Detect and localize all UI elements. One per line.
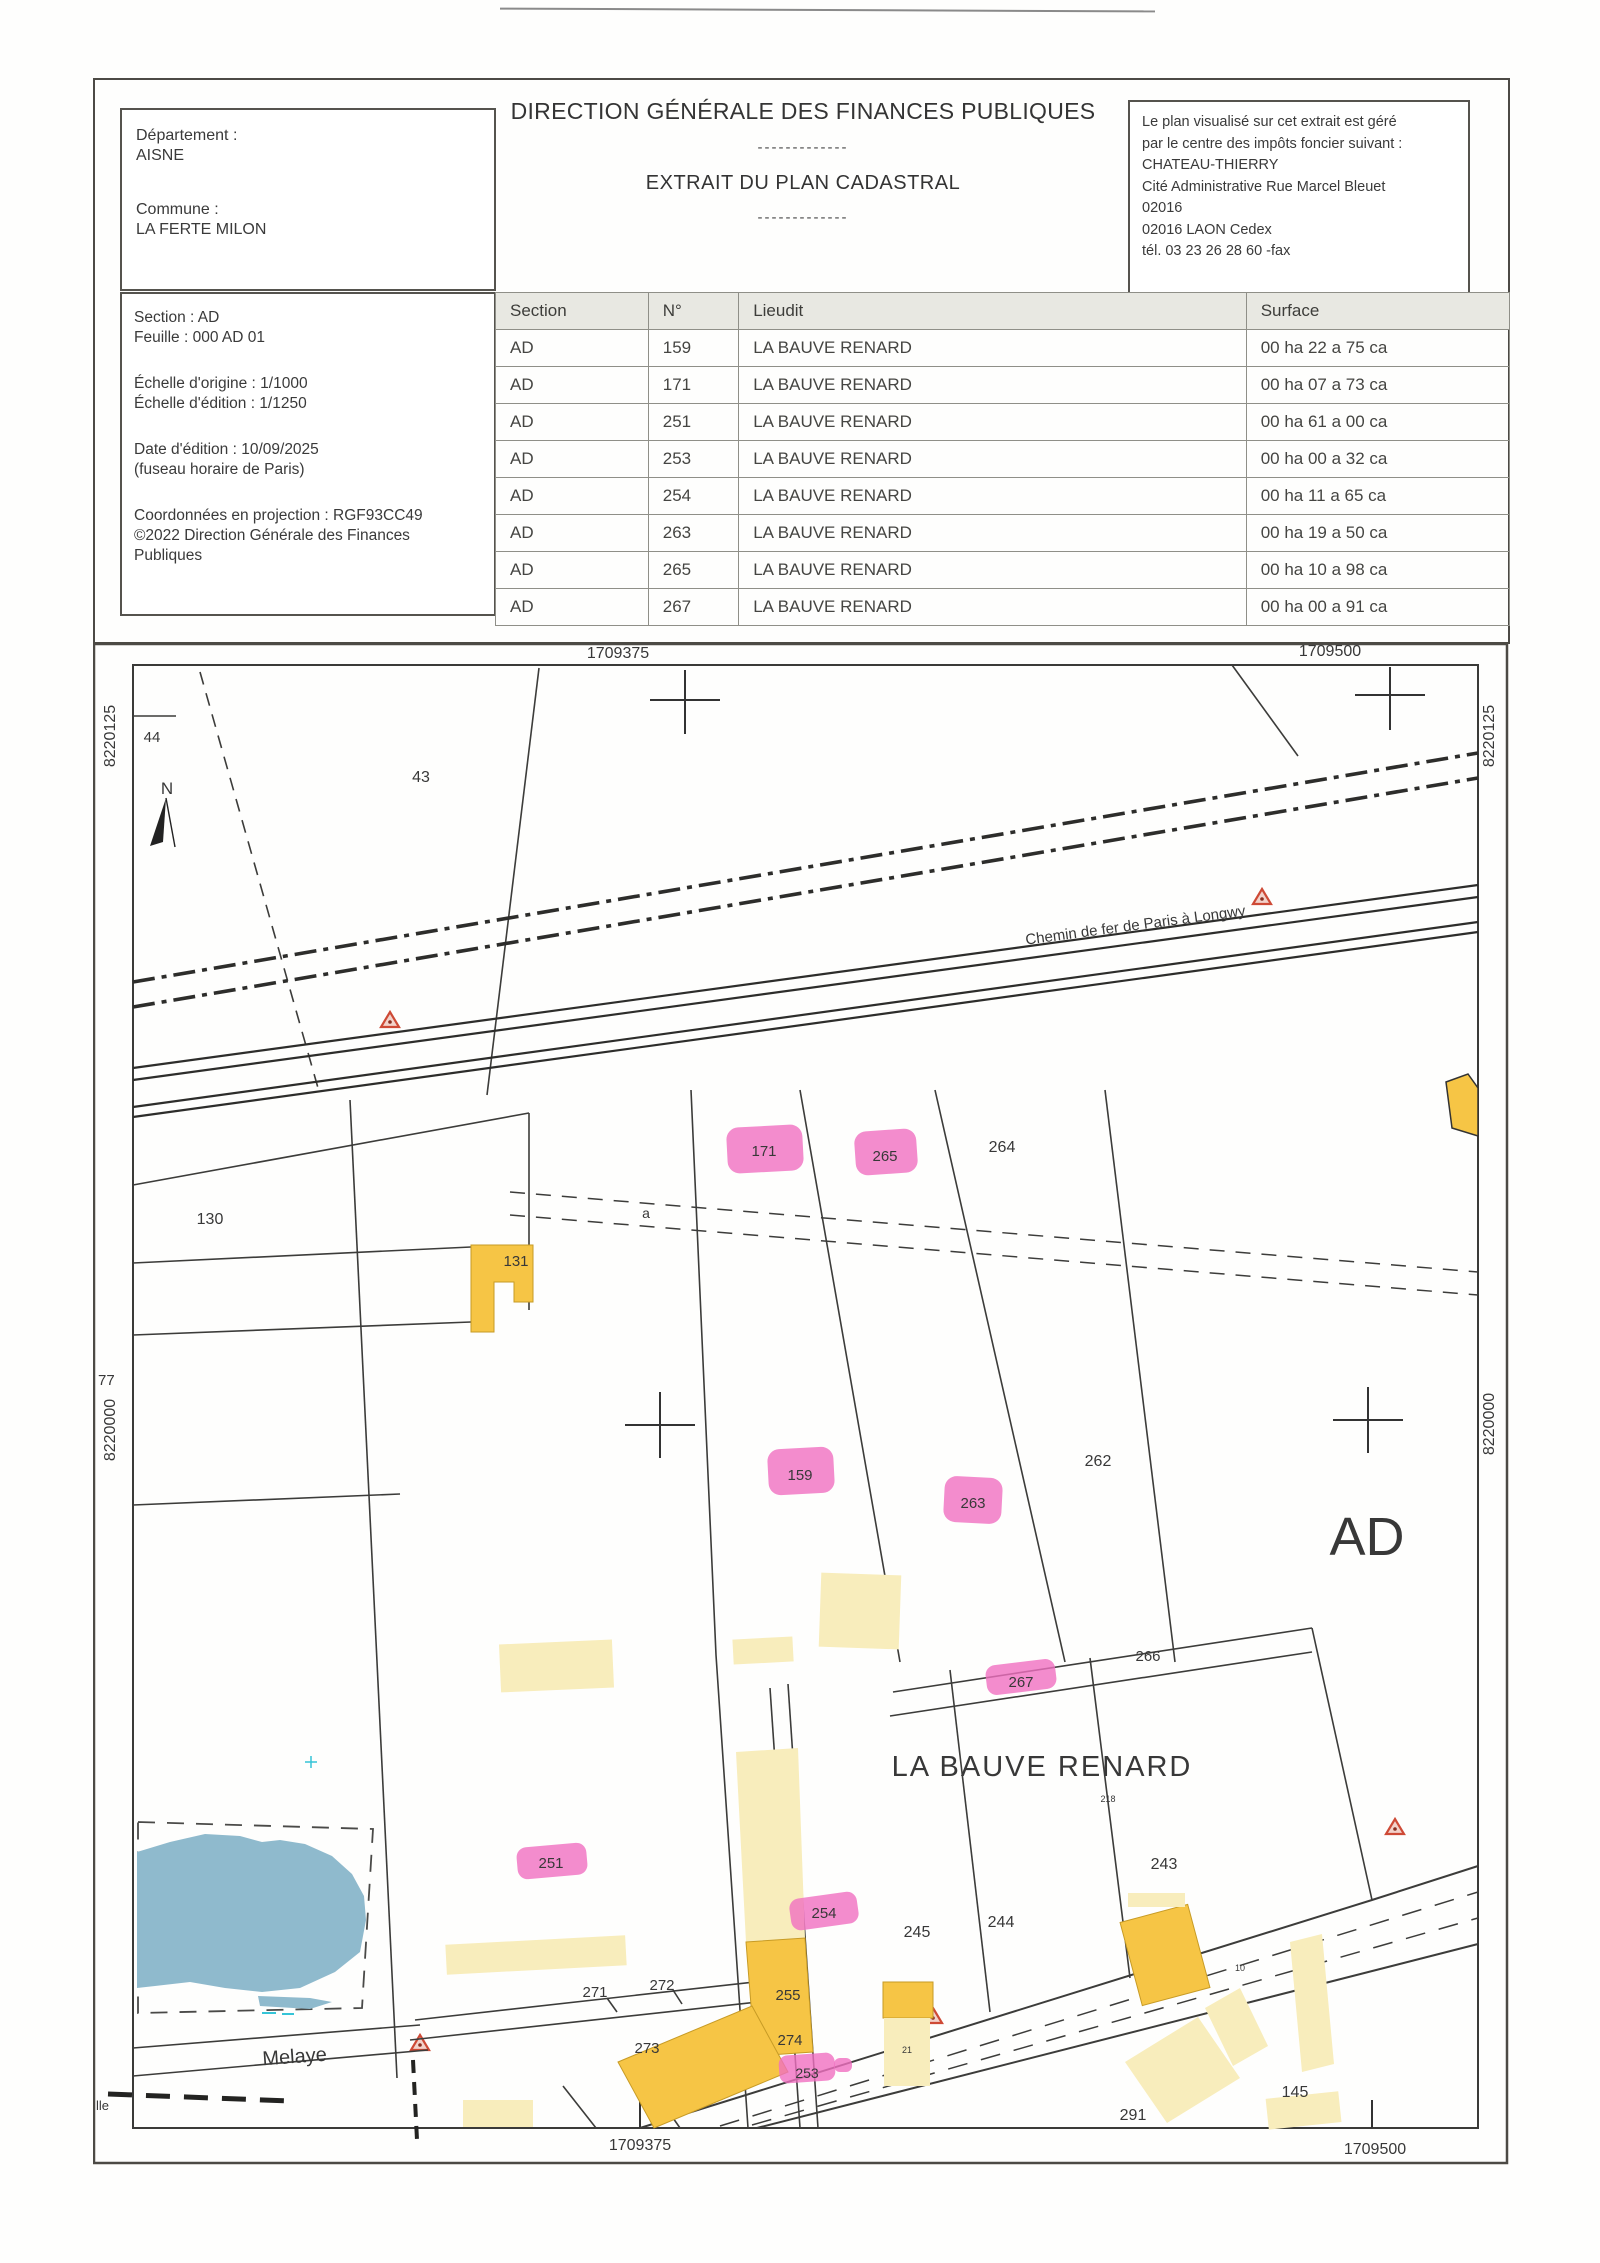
office-line: Le plan visualisé sur cet extrait est géré [1142,114,1397,130]
col-header-section: Section [496,293,649,330]
scan-artifact-line [500,8,1155,17]
parcel-label-77: 77 [98,1372,115,1389]
road-centerline [720,1892,1478,2126]
railway [133,753,1478,1117]
railway-limit-line [133,753,1478,982]
parcel-table [495,292,1510,626]
page-title: DIRECTION GÉNÉRALE DES FINANCES PUBLIQUES [510,98,1096,124]
office-line: 02016 LAON Cedex [1142,221,1272,238]
water-mark [305,1756,317,1768]
table-row: AD 251 LA BAUVE RENARD 00 ha 61 a 00 ca [496,404,1510,441]
section-info: Section : AD [134,309,220,326]
parcel-label-145: 145 [1281,2084,1309,2101]
parcel-label-274: 274 [777,2032,803,2049]
hazard-triangle-icon [1253,889,1271,904]
parcel-label-159: 159 [787,1467,813,1484]
table-row: AD 263 LA BAUVE RENARD 00 ha 19 a 50 ca [496,515,1510,552]
street-label-cut: lle [96,2098,110,2113]
coord-right-top: 8220125 [1481,704,1498,768]
echelle-edition: Échelle d'édition : 1/1250 [134,395,307,412]
parcel-label-243: 243 [1150,1856,1178,1873]
coordonnees-projection: Coordonnées en projection : RGF93CC49 [134,507,423,524]
parcel-label-267: 267 [1008,1674,1034,1691]
building-light [445,1935,626,1974]
railway-limit-line [133,778,1478,1007]
water-area [137,1756,373,2014]
railway-label: Chemin de fer de Paris à Longwy [1024,902,1247,949]
coord-bottom-left: 1709375 [608,2137,672,2154]
lieudit-label-big: LA BAUVE RENARD [891,1751,1193,1783]
coord-top-right: 1709500 [1298,643,1362,660]
parcel-label-251: 251 [538,1855,564,1872]
road-centerline [752,1918,1478,2125]
pond [137,1834,366,1992]
parcel-label-253: 253 [795,2065,819,2081]
office-line: CHATEAU-THIERRY [1142,157,1279,173]
parcel-label-245: 245 [903,1924,931,1941]
copyright-line1: ©2022 Direction Générale des Finances [134,527,410,544]
office-line: 02016 [1142,200,1183,216]
building-blob [1446,1074,1478,1136]
tax-office-box [1128,100,1470,296]
date-edition: Date d'édition : 10/09/2025 [134,441,319,458]
parcel-label-266: 266 [1135,1648,1161,1665]
building-light [463,2100,533,2127]
hazard-triangle-icon [381,1012,399,1027]
road-edge [757,1944,1478,2128]
coord-left-mid: 8220000 [102,1398,119,1462]
parcel-label-272: 272 [649,1977,675,1994]
parcel-label-263: 263 [960,1495,986,1512]
top-parcel-lines [133,665,1298,1095]
building-light [1290,1934,1334,2072]
title-block [497,98,1109,226]
building-light [732,1636,793,1664]
office-line: Cité Administrative Rue Marcel Bleuet [1142,178,1386,195]
north-label: N [160,779,174,798]
railway-track-line [133,922,1478,1107]
railway-track-line [133,885,1478,1068]
parcel-label-44: 44 [143,729,161,746]
col-header-numero: N° [648,293,738,330]
railway-track-line [133,897,1478,1080]
coord-right-mid: 8220000 [1481,1392,1498,1456]
buildings [445,1074,1478,2130]
sheet-info-box [120,292,496,616]
page-subtitle: EXTRAIT DU PLAN CADASTRAL [645,172,961,194]
subtitle-separator: ------------- [757,209,849,226]
col-header-surface: Surface [1246,293,1509,330]
echelle-origine: Échelle d'origine : 1/1000 [134,375,308,392]
commune-label: Commune : [136,201,219,218]
tiny-label-21: 21 [901,2045,913,2055]
parcel-label-273: 273 [634,2040,660,2057]
parcel-label-244: 244 [987,1914,1015,1931]
table-row: AD 267 LA BAUVE RENARD 00 ha 00 a 91 ca [496,589,1510,626]
tiny-label-218: 218 [1100,1794,1116,1804]
hazard-triangle-icon [411,2035,429,2050]
hazard-triangle-icon [1386,1819,1404,1834]
pond-strip [258,1996,332,2009]
building-light [1128,1893,1185,1907]
road-label-melaye: Melaye [261,2043,328,2071]
building [1120,1904,1210,2005]
coord-bottom-right: 1709500 [1343,2141,1407,2158]
title-separator: ------------- [757,139,849,156]
office-line: tél. 03 23 26 28 60 -fax [1142,243,1291,259]
fuseau-horaire: (fuseau horaire de Paris) [134,461,305,478]
building [618,2006,788,2128]
highlight-253-tail [834,2058,852,2072]
copyright-line2: Publiques [134,547,203,564]
table-row: AD 265 LA BAUVE RENARD 00 ha 10 a 98 ca [496,552,1510,589]
departement-label: Département : [136,127,238,144]
building [883,1982,933,2018]
commune-value: LA FERTE MILON [136,221,267,238]
parcel-label-130: 130 [196,1211,224,1228]
north-arrow-icon [150,672,320,1095]
coord-top-left: 1709375 [586,645,650,662]
tiny-label-10: 10 [1234,1963,1246,1973]
parcel-label-262: 262 [1084,1453,1112,1470]
section-label-big: AD [1329,1507,1405,1567]
parcel-label-264: 264 [988,1139,1016,1156]
rural-path-dashed [510,1192,1478,1295]
table-header-row [496,293,1510,330]
parcel-label-255: 255 [775,1987,801,2004]
table-row: AD 253 LA BAUVE RENARD 00 ha 00 a 32 ca [496,441,1510,478]
parcel-label-265: 265 [872,1148,898,1165]
table-row: AD 159 LA BAUVE RENARD 00 ha 22 a 75 ca [496,330,1510,367]
table-row: AD 171 LA BAUVE RENARD 00 ha 07 a 73 ca [496,367,1510,404]
departement-value: AISNE [136,147,185,164]
building-light [499,1640,614,1693]
building-light [819,1573,902,1650]
water-mark [262,2013,294,2014]
table-row: AD 254 LA BAUVE RENARD 00 ha 11 a 65 ca [496,478,1510,515]
parcel-label-43: 43 [412,769,430,786]
parcel-label-291: 291 [1119,2107,1147,2124]
parcel-label-171: 171 [751,1143,777,1160]
departement-commune-box [120,108,496,291]
feuille-info: Feuille : 000 AD 01 [134,329,265,346]
parcel-label-a: a [642,1205,650,1221]
parcel-label-271: 271 [582,1984,608,2001]
cadastral-map [93,642,1510,2166]
railway-track-line [133,932,1478,1117]
parcel-label-254: 254 [811,1905,837,1922]
col-header-lieudit: Lieudit [739,293,1247,330]
parcel-label-131: 131 [503,1253,529,1270]
office-line: par le centre des impôts foncier suivant : [1142,135,1403,152]
coord-left-top: 8220125 [102,704,119,768]
